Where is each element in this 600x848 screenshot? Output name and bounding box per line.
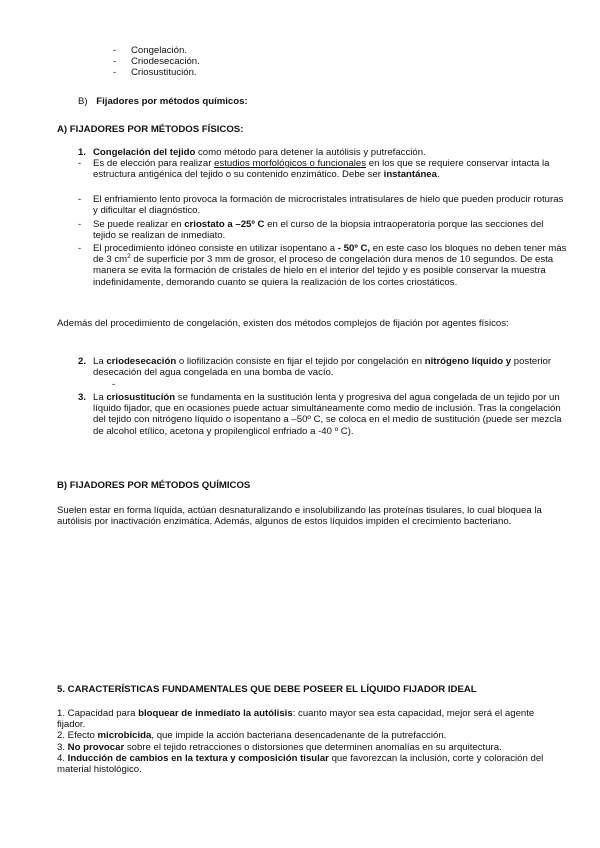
section-5-list xyxy=(57,708,547,775)
bullet-2: - El enfriamiento lento provoca la formación de microcristales intratisulares de hielo que pueden producir roturas y dificultar el diagnóstico. xyxy=(78,194,564,217)
intro-paragraph: Además del procedimiento de congelación, existen dos métodos complejos de fijación por agentes físicos: xyxy=(57,318,509,329)
stray-dash: - xyxy=(112,379,116,390)
bullet-3: - Se puede realizar en criostato a –25º C en el curso de la biopsia intraoperatoria porque las secciones del tejido se realizan de inmediato. xyxy=(78,219,544,242)
list-item: - Congelación. xyxy=(113,45,188,56)
section-5-heading: 5. CARACTERÍSTICAS FUNDAMENTALES QUE DEBE POSEER EL LÍQUIDO FIJADOR IDEAL xyxy=(57,684,477,695)
top-list xyxy=(113,45,313,79)
numbered-item-1: 1. Congelación del tejido como método para detener la autólisis y putrefacción. xyxy=(78,147,426,158)
section-b-heading: B) FIJADORES POR MÉTODOS QUÍMICOS xyxy=(57,480,251,491)
list-item: 1. Capacidad para bloquear de inmediato la autólisis: cuanto mayor sea esta capacidad, mejor será el agente fijador. xyxy=(57,708,535,731)
bullet-1: - Es de elección para realizar estudios morfológicos o funcionales en los que se requiere conservar intacta la estructura antigénica del tejido o su contenido enzimático. Debe ser instantánea. xyxy=(78,158,550,181)
list-item: 2. Efecto microbicida, que impide la acción bacteriana desencadenante de la putrefacción. xyxy=(57,730,447,742)
list-item: - Criodesecación. xyxy=(113,56,200,68)
numbered-item-2: 2. La criodesecación o liofilización consiste en fijar el tejido por congelación en nitrógeno líquido y posterior desecación del agua congelada en una bomba de vacío. xyxy=(78,356,552,379)
list-item: - Criosustitución. xyxy=(113,67,197,79)
section-a-heading: A) FIJADORES POR MÉTODOS FÍSICOS: xyxy=(57,124,244,135)
subheading-b: B) Fijadores por métodos químicos: xyxy=(78,96,248,107)
list-item: 4. Inducción de cambios en la textura y composición tisular que favorezcan la inclusión, corte y coloración del material histológico. xyxy=(57,752,544,776)
section-b-paragraph: Suelen estar en forma líquida, actúan desnaturalizando e insolubilizando las proteínas tisulares, lo cual bloquea la autólisis por inactivación enzimática. Además, algunos de estos líquidos impiden el crecimiento bacteriano. xyxy=(57,505,542,528)
numbered-item-3: 3. La criosustitución se fundamenta en la sustitución lenta y progresiva del agua congelada de un tejido por un líquido fijador, que en ocasiones puede actuar simultáneamente como medio de inclusión. Tras la congelación del tejido con nitrógeno líquido o isopentano a –50º C, se coloca en el medio de sustitución (puede ser mezcla de alcohol etílico, acetona y propilenglicol enfriado a -40 º C). xyxy=(78,392,562,437)
bullet-4: - El procedimiento idóneo consiste en utilizar isopentano a - 50º C, en este caso los bloques no deben tener más de 3 $cm^2$ de superficie por 3 mm de grosor, el proceso de congelación dura menos de 10 segundos. De esta manera se evita la formación de cristales de hielo en el interior del tejido y es posible conservar la muestra indefinidamente, demorando cuanto se quiera la realización de los cortes criostáticos. xyxy=(78,243,567,288)
list-item: 3. No provocar sobre el tejido retracciones o distorsiones que determinen anomalías en su arquitectura. xyxy=(57,741,502,753)
